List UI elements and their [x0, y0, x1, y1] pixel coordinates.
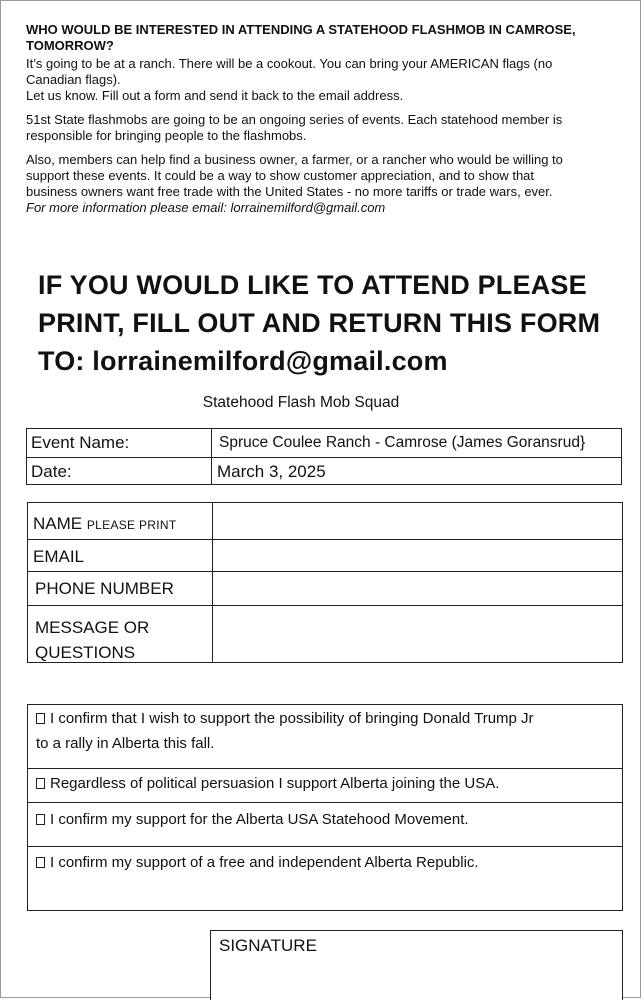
cta-line: PRINT, FILL OUT AND RETURN THIS FORM: [38, 308, 601, 338]
message-label-line: MESSAGE OR: [35, 618, 150, 637]
email-label: EMAIL: [33, 547, 85, 566]
call-to-action: [38, 266, 623, 380]
name-print-note: PLEASE PRINT: [86, 518, 177, 532]
checkbox-icon[interactable]: [36, 713, 45, 724]
intro-title-line: TOMORROW?: [26, 38, 114, 53]
message-input[interactable]: [213, 606, 622, 662]
intro-paragraph-2: [26, 112, 621, 144]
text-line: Also, members can help find a business owner, a farmer, or a rancher who would be willing to: [26, 152, 563, 167]
event-name-label: Event Name:: [31, 433, 130, 452]
email-input[interactable]: [213, 540, 622, 571]
text-line: It’s going to be at a ranch. There will be a cookout. You can bring your AMERICAN flags (no: [26, 56, 553, 71]
text-line: Let us know. Fill out a form and send it back to the email address.: [26, 88, 404, 103]
phone-label: PHONE NUMBER: [35, 579, 174, 598]
intro-title: [26, 22, 621, 54]
divider: [28, 768, 622, 769]
confirm-text: to a rally in Alberta this fall.: [36, 735, 215, 752]
message-label: [35, 615, 149, 665]
text-line: business owners want free trade with the United States - no more tariffs or trade wars, ever.: [26, 184, 553, 199]
signature-label: SIGNATURE: [219, 936, 317, 955]
intro-paragraph-1: [26, 56, 621, 104]
cta-line: IF YOU WOULD LIKE TO ATTEND PLEASE: [38, 270, 587, 300]
message-label-line: QUESTIONS: [35, 643, 136, 662]
checkbox-icon[interactable]: [36, 857, 45, 868]
intro-title-line: WHO WOULD BE INTERESTED IN ATTENDING A STATEHOOD FLASHMOB IN CAMROSE,: [26, 22, 576, 37]
confirm-text: Regardless of political persuasion I support Alberta joining the USA.: [50, 775, 500, 792]
intro-text: [26, 22, 621, 216]
date-label: Date:: [31, 462, 72, 481]
intro-paragraph-3: [26, 152, 621, 216]
confirm-alberta-joining-usa[interactable]: [36, 771, 616, 796]
checkbox-icon[interactable]: [36, 814, 45, 825]
event-table: [26, 428, 622, 485]
confirmations-box: [27, 704, 623, 911]
confirm-text: I confirm my support of a free and independent Alberta Republic.: [50, 854, 479, 871]
event-name-value: Spruce Coulee Ranch - Camrose (James Goransrud}: [219, 434, 586, 451]
divider: [27, 457, 621, 458]
checkbox-icon[interactable]: [36, 778, 45, 789]
signature-box[interactable]: [210, 930, 623, 1000]
contact-form: [27, 502, 623, 663]
divider: [28, 846, 622, 847]
confirm-text: I confirm my support for the Alberta USA Statehood Movement.: [50, 811, 469, 828]
phone-input[interactable]: [213, 572, 622, 605]
name-label-text: NAME: [33, 514, 83, 533]
text-line: Canadian flags).: [26, 72, 121, 87]
name-label: [33, 514, 177, 534]
squad-title: Statehood Flash Mob Squad: [202, 394, 400, 411]
confirm-alberta-republic[interactable]: [36, 850, 616, 875]
name-input[interactable]: [213, 503, 622, 539]
confirm-trump-jr-rally[interactable]: [36, 706, 616, 756]
contact-email-line: For more information please email: lorrainemilford@gmail.com: [26, 200, 386, 215]
confirm-text: I confirm that I wish to support the possibility of bringing Donald Trump Jr: [50, 710, 534, 727]
cta-line: TO: lorrainemilford@gmail.com: [38, 346, 448, 376]
date-value: March 3, 2025: [217, 462, 326, 481]
text-line: 51st State flashmobs are going to be an ongoing series of events. Each statehood member is: [26, 112, 563, 127]
divider: [28, 802, 622, 803]
text-line: support these events. It could be a way to show customer appreciation, and to show that: [26, 168, 535, 183]
confirm-statehood-movement[interactable]: [36, 807, 616, 832]
text-line: responsible for bringing people to the flashmobs.: [26, 128, 307, 143]
